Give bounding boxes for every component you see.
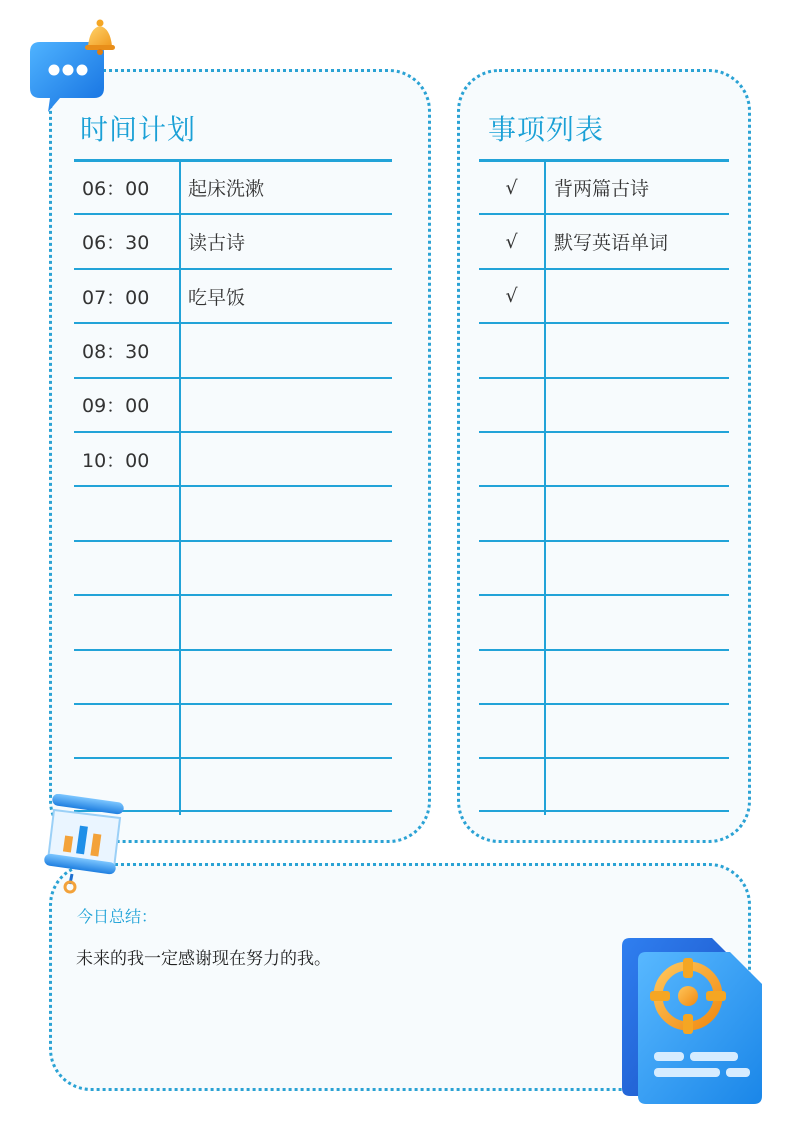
table-row: [74, 703, 392, 757]
table-row: [479, 757, 729, 811]
checkmark-cell[interactable]: √: [505, 285, 518, 308]
todo-item-cell[interactable]: 背两篇古诗: [554, 178, 650, 201]
task-cell[interactable]: [188, 651, 388, 703]
bar-chart-board-icon: [38, 794, 128, 894]
task-cell[interactable]: [188, 487, 388, 539]
task-cell[interactable]: [188, 705, 388, 757]
checkmark-cell[interactable]: [479, 324, 544, 376]
time-cell[interactable]: 06：00: [82, 178, 150, 201]
task-cell[interactable]: 读古诗: [188, 232, 246, 255]
table-row: [479, 377, 729, 431]
checkmark-cell[interactable]: [479, 379, 544, 431]
todo-item-cell[interactable]: [554, 542, 724, 594]
table-row: [74, 485, 392, 539]
time-cell[interactable]: [82, 542, 178, 594]
time-cell[interactable]: 08：30: [82, 340, 150, 363]
todo-item-cell[interactable]: [554, 270, 724, 322]
table-row: [479, 594, 729, 648]
checkmark-cell[interactable]: [479, 542, 544, 594]
table-row: [74, 377, 392, 431]
table-row: [74, 322, 392, 376]
table-row: [74, 431, 392, 485]
time-cell[interactable]: 09：00: [82, 395, 150, 418]
bell-icon: [82, 18, 118, 56]
table-row: [479, 322, 729, 376]
time-cell[interactable]: [82, 705, 178, 757]
todo-item-cell[interactable]: [554, 596, 724, 648]
todo-list-table: [479, 159, 729, 812]
task-cell[interactable]: [188, 379, 388, 431]
time-cell[interactable]: [82, 487, 178, 539]
checkmark-cell[interactable]: [479, 487, 544, 539]
task-cell[interactable]: 吃早饭: [188, 286, 246, 309]
checkmark-cell[interactable]: [479, 705, 544, 757]
table-row: [74, 594, 392, 648]
todo-item-cell[interactable]: [554, 324, 724, 376]
table-row: [74, 159, 392, 213]
checkmark-cell[interactable]: √: [505, 230, 518, 253]
task-cell[interactable]: [188, 433, 388, 485]
time-cell[interactable]: 10：00: [82, 449, 150, 472]
checkmark-cell[interactable]: √: [505, 176, 518, 199]
checkmark-cell[interactable]: [479, 433, 544, 485]
checkmark-cell[interactable]: [479, 759, 544, 809]
table-row: [479, 268, 729, 322]
checkmark-cell[interactable]: [479, 651, 544, 703]
time-cell[interactable]: [82, 651, 178, 703]
table-row: [74, 213, 392, 267]
task-cell[interactable]: [188, 542, 388, 594]
target-document-icon: [616, 934, 770, 1106]
table-row: [479, 213, 729, 267]
task-cell[interactable]: 起床洗漱: [188, 178, 265, 201]
todo-list-title: 事项列表: [488, 113, 605, 146]
table-row: [479, 485, 729, 539]
todo-item-cell[interactable]: [554, 379, 724, 431]
table-row: [74, 540, 392, 594]
table-row: [74, 268, 392, 322]
time-cell[interactable]: 06：30: [82, 232, 150, 255]
todo-item-cell[interactable]: [554, 705, 724, 757]
table-row: [479, 540, 729, 594]
table-row: [479, 159, 729, 213]
todo-item-cell[interactable]: 默写英语单词: [554, 232, 669, 255]
time-cell[interactable]: [82, 596, 178, 648]
time-plan-title: 时间计划: [80, 113, 197, 146]
time-plan-table: [74, 159, 392, 812]
todo-item-cell[interactable]: [554, 433, 724, 485]
table-row: [479, 649, 729, 703]
todo-item-cell[interactable]: [554, 651, 724, 703]
summary-text[interactable]: 未来的我一定感谢现在努力的我。: [76, 949, 331, 969]
task-cell[interactable]: [188, 324, 388, 376]
time-cell[interactable]: 07：00: [82, 286, 150, 309]
checkmark-cell[interactable]: [479, 596, 544, 648]
summary-label: 今日总结：: [77, 907, 158, 926]
task-cell[interactable]: [188, 596, 388, 648]
todo-item-cell[interactable]: [554, 487, 724, 539]
task-cell[interactable]: [188, 759, 388, 809]
table-row: [74, 649, 392, 703]
table-row: [479, 703, 729, 757]
table-row: [479, 431, 729, 485]
todo-item-cell[interactable]: [554, 759, 724, 809]
